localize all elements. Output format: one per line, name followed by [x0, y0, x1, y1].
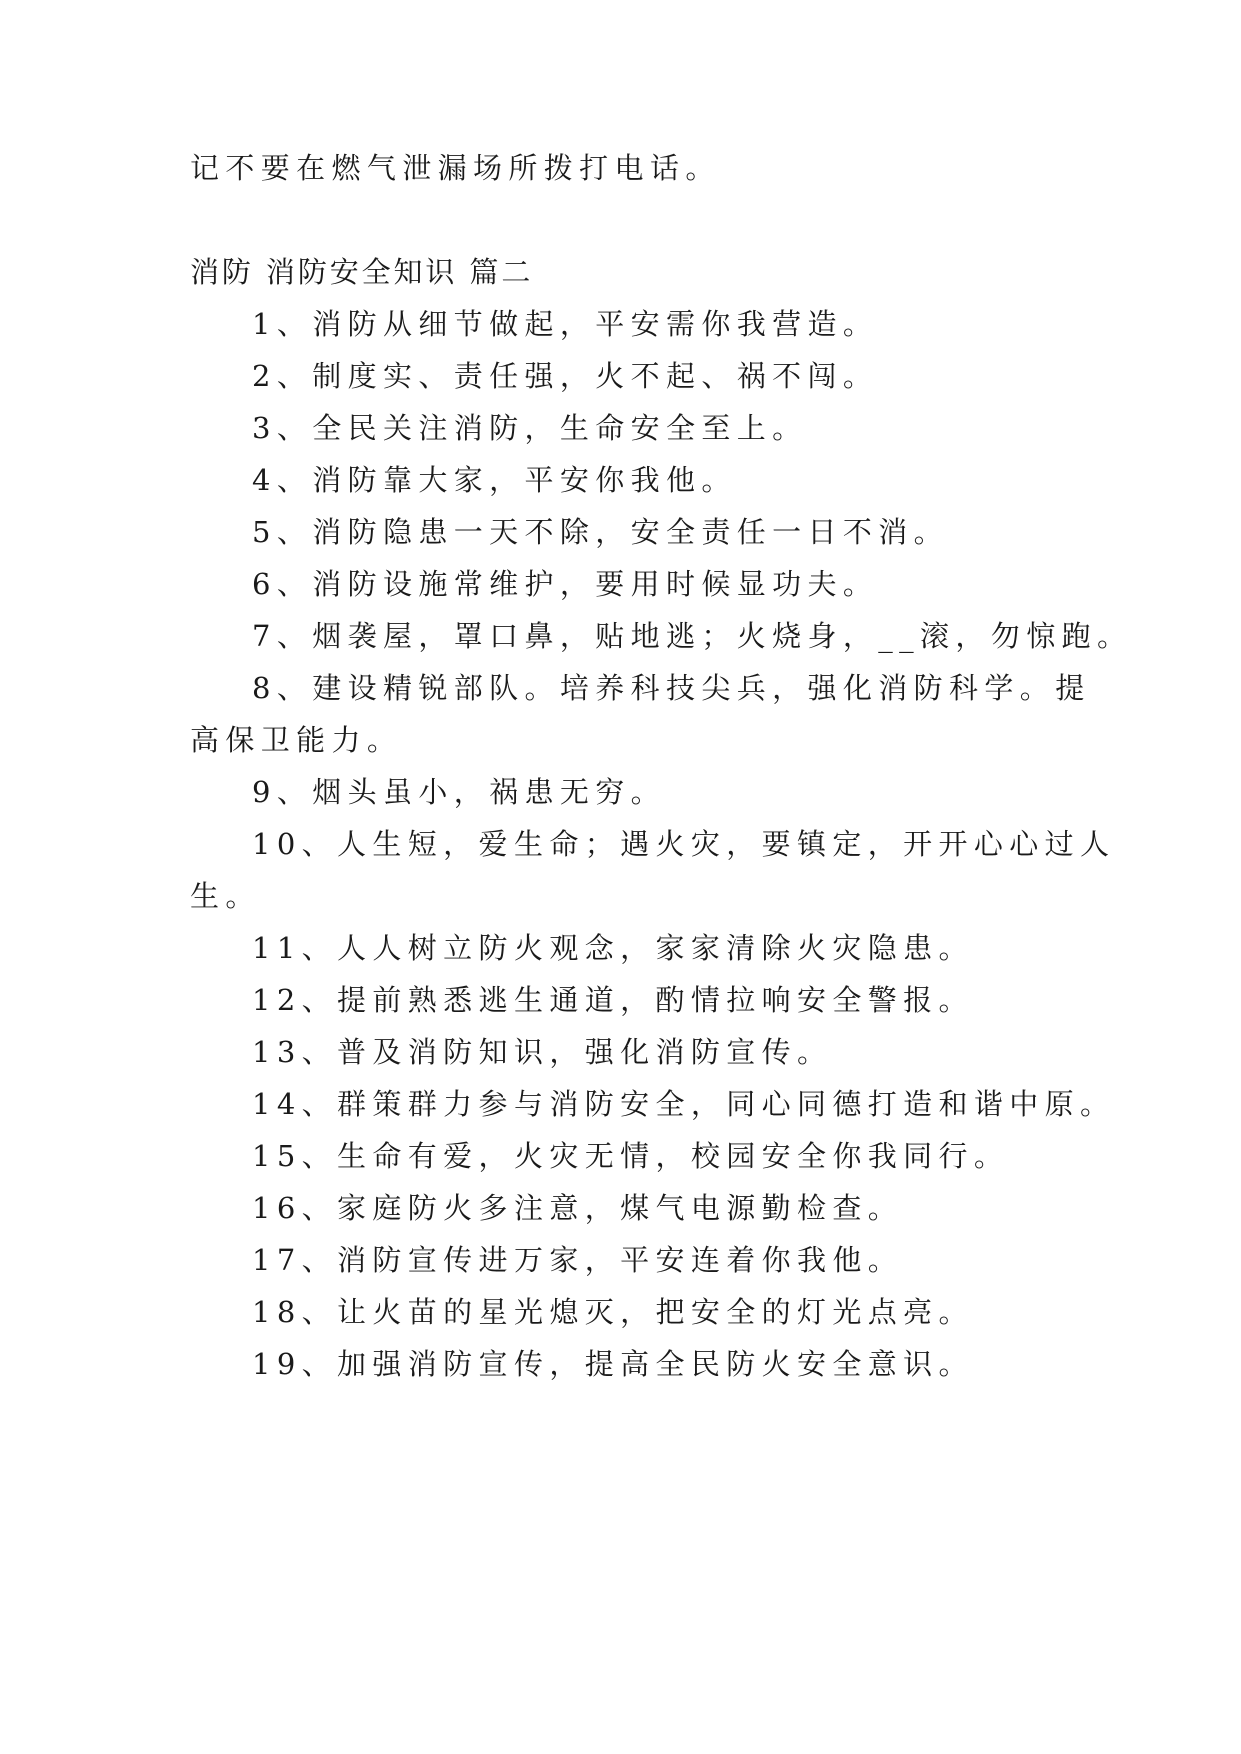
- list-item: 19、加强消防宣传，提高全民防火安全意识。: [252, 1347, 974, 1381]
- list-item: 8、建设精锐部队。培养科技尖兵，强化消防科学。提: [252, 671, 1091, 705]
- list-item: 3、全民关注消防，生命安全至上。: [252, 411, 808, 445]
- list-item: 2、制度实、责任强，火不起、祸不闯。: [252, 359, 879, 393]
- list-item: 1、消防从细节做起，平安需你我营造。: [252, 307, 879, 341]
- list-item: 17、消防宣传进万家，平安连着你我他。: [252, 1243, 904, 1277]
- list-item-continuation: 生。: [190, 879, 261, 913]
- list-item-continuation: 高保卫能力。: [190, 723, 403, 757]
- list-item: 11、人人树立防火观念，家家清除火灾隐患。: [252, 931, 974, 965]
- list-item: 6、消防设施常维护，要用时候显功夫。: [252, 567, 879, 601]
- list-item: 15、生命有爱，火灾无情，校园安全你我同行。: [252, 1139, 1010, 1173]
- intro-tail-text: 记不要在燃气泄漏场所拨打电话。: [190, 151, 721, 185]
- section-title: 消防 消防安全知识 篇二: [190, 255, 534, 289]
- list-item: 13、普及消防知识，强化消防宣传。: [252, 1035, 833, 1069]
- list-item: 16、家庭防火多注意，煤气电源勤检查。: [252, 1191, 904, 1225]
- list-item: 5、消防隐患一天不除，安全责任一日不消。: [252, 515, 950, 549]
- list-item: 12、提前熟悉逃生通道，酌情拉响安全警报。: [252, 983, 974, 1017]
- list-item: 7、烟袭屋，罩口鼻，贴地逃；火烧身，__滚，勿惊跑。: [252, 619, 1133, 653]
- list-item: 10、人生短，爱生命；遇火灾，要镇定，开开心心过人: [252, 827, 1116, 861]
- list-item: 9、烟头虽小，祸患无穷。: [252, 775, 667, 809]
- list-item: 18、让火苗的星光熄灭，把安全的灯光点亮。: [252, 1295, 974, 1329]
- list-item: 4、消防靠大家，平安你我他。: [252, 463, 737, 497]
- list-item: 14、群策群力参与消防安全，同心同德打造和谐中原。: [252, 1087, 1116, 1121]
